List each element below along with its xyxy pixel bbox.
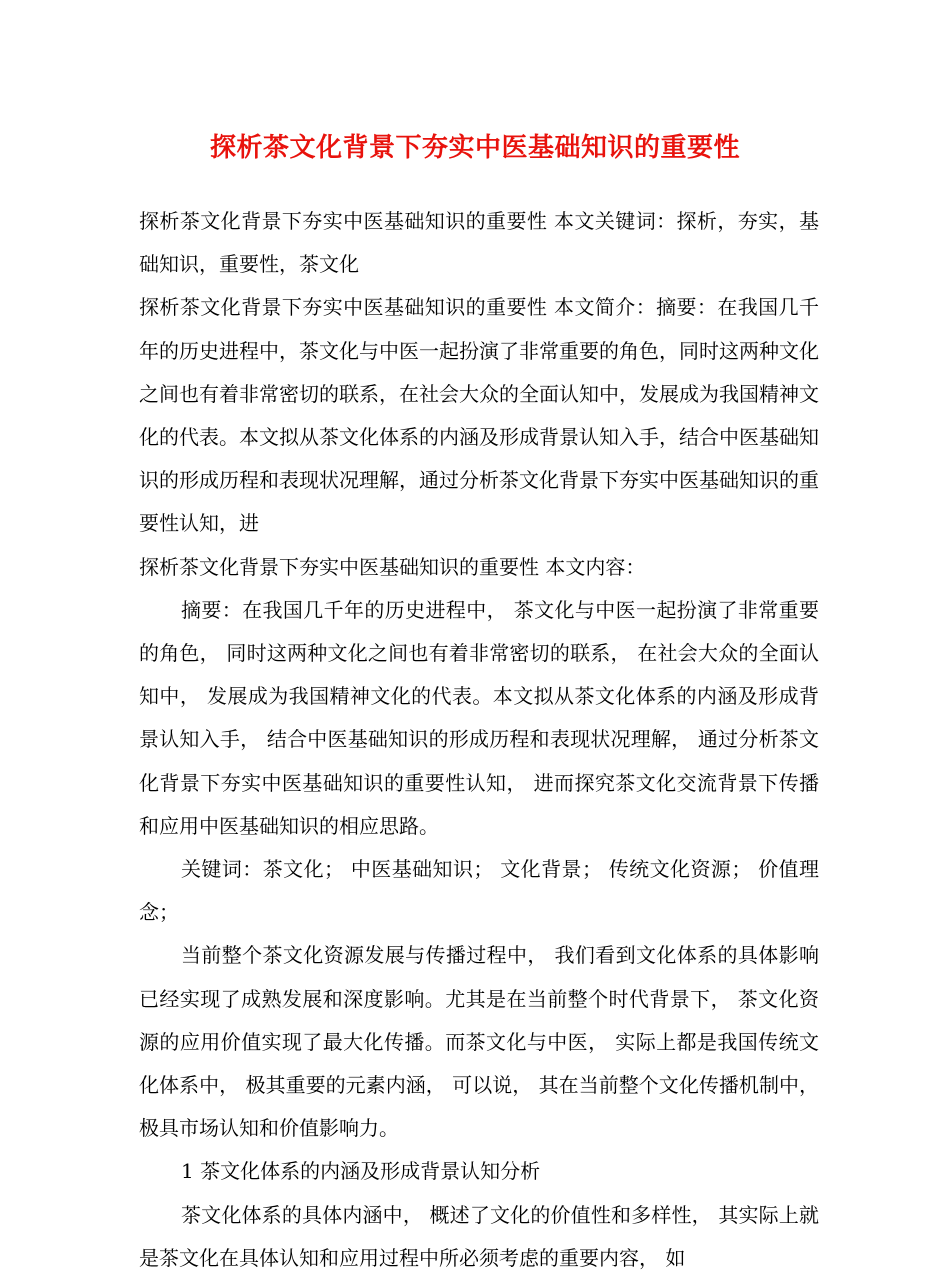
document-body (139, 200, 819, 1280)
body-paragraph: 茶文化体系的具体内涵中， 概述了文化的价值性和多样性， 其实际上就是茶文化在具体认知和应用过程中所必须考虑的重要内容， 如 (139, 1202, 819, 1270)
body-paragraph: 探析茶文化背景下夯实中医基础知识的重要性 本文关键词：探析，夯实，基础知识，重要性，茶文化 (139, 209, 819, 277)
body-paragraph: 当前整个茶文化资源发展与传播过程中， 我们看到文化体系的具体影响已经实现了成熟发展和深度影响。尤其是在当前整个时代背景下， 茶文化资源的应用价值实现了最大化传播。而茶文化与中医， 实际上都是我国传统文化体系中， 极其重要的元素内涵， 可以说， 其在当前整个文化传播机制中， 极具市场认知和价值影响力。 (139, 943, 819, 1141)
body-paragraph: 探析茶文化背景下夯实中医基础知识的重要性 本文简介：摘要：在我国几千年的历史进程中，茶文化与中医一起扮演了非常重要的角色，同时这两种文化之间也有着非常密切的联系，在社会大众的全面认知中，发展成为我国精神文化的代表。本文拟从茶文化体系的内涵及形成背景认知入手，结合中医基础知识的形成历程和表现状况理解，通过分析茶文化背景下夯实中医基础知识的重要性认知，进 (139, 295, 819, 536)
body-paragraph: 1 茶文化体系的内涵及形成背景认知分析 (181, 1159, 541, 1184)
body-paragraph: 关键词：茶文化； 中医基础知识； 文化背景； 传统文化资源； 价值理念； (139, 857, 819, 925)
document-title: 探析茶文化背景下夯实中医基础知识的重要性 (209, 133, 740, 163)
body-paragraph: 探析茶文化背景下夯实中医基础知识的重要性 本文内容： (139, 554, 646, 579)
body-paragraph: 摘要：在我国几千年的历史进程中， 茶文化与中医一起扮演了非常重要的角色， 同时这两种文化之间也有着非常密切的联系， 在社会大众的全面认知中， 发展成为我国精神文化的代表。本文拟从茶文化体系的内涵及形成背景认知入手， 结合中医基础知识的形成历程和表现状况理解， 通过分析茶文化背景下夯实中医基础知识的重要性认知， 进而探究茶文化交流背景下传播和应用中医基础知识的相应思路。 (139, 597, 819, 838)
